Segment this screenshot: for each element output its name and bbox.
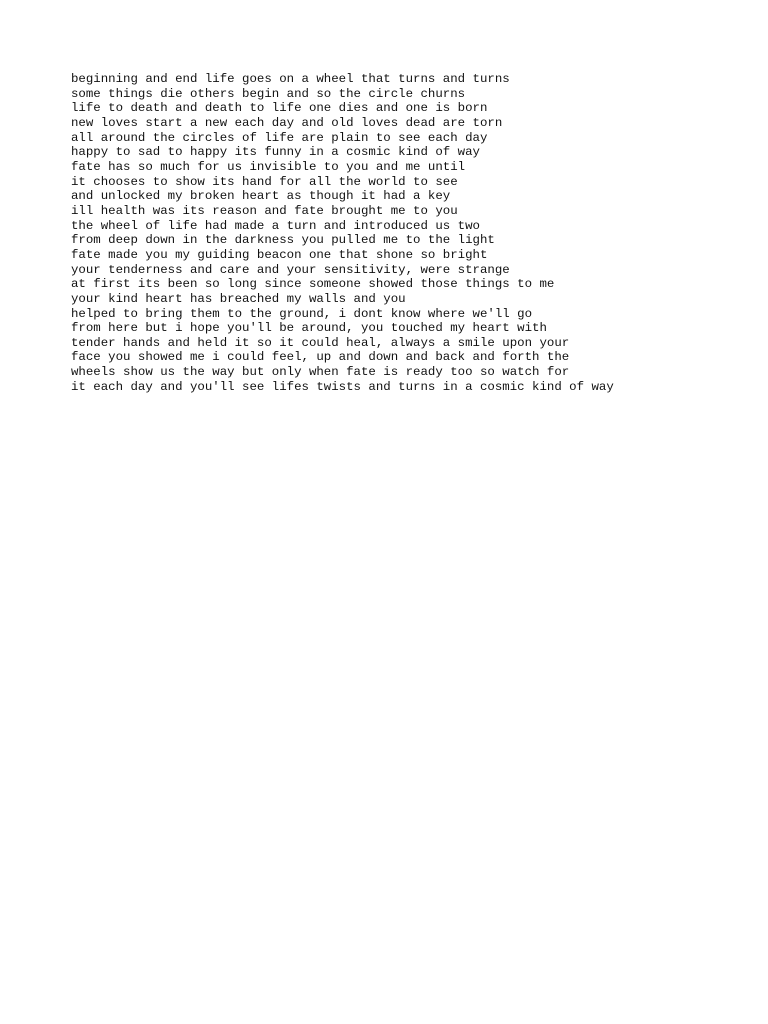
- poem-line: your kind heart has breached my walls and you: [71, 291, 406, 306]
- poem-line: face you showed me i could feel, up and down and back and forth the: [71, 350, 570, 365]
- poem-line: life to death and death to life one dies and one is born: [71, 101, 488, 116]
- poem-line: helped to bring them to the ground, i dont know where we'll go: [71, 306, 533, 321]
- poem-line: it each day and you'll see lifes twists and turns in a cosmic kind of way: [71, 379, 614, 394]
- poem-line: and unlocked my broken heart as though it had a key: [71, 189, 451, 204]
- poem-line: from here but i hope you'll be around, you touched my heart with: [71, 321, 547, 336]
- poem-line: some things die others begin and so the circle churns: [71, 86, 466, 101]
- poem-line: happy to sad to happy its funny in a cosmic kind of way: [71, 145, 480, 160]
- poem-line: wheels show us the way but only when fate is ready too so watch for: [71, 365, 570, 380]
- poem-line: it chooses to show its hand for all the world to see: [71, 174, 458, 189]
- poem-line: ill health was its reason and fate brought me to you: [71, 203, 458, 218]
- poem-line: fate has so much for us invisible to you and me until: [71, 159, 466, 174]
- poem-line: tender hands and held it so it could heal, always a smile upon your: [71, 335, 570, 350]
- poem-line: from deep down in the darkness you pulled me to the light: [71, 233, 495, 248]
- poem-line: the wheel of life had made a turn and introduced us two: [71, 218, 480, 233]
- poem-line: new loves start a new each day and old loves dead are torn: [71, 115, 503, 130]
- poem-line: fate made you my guiding beacon one that shone so bright: [71, 247, 488, 262]
- poem-line: beginning and end life goes on a wheel that turns and turns: [71, 72, 510, 86]
- poem-line: all around the circles of life are plain to see each day: [71, 130, 488, 145]
- poem-line: your tenderness and care and your sensitivity, were strange: [71, 262, 510, 277]
- poem-text-block: [71, 72, 614, 394]
- poem-line: at first its been so long since someone showed those things to me: [71, 277, 555, 292]
